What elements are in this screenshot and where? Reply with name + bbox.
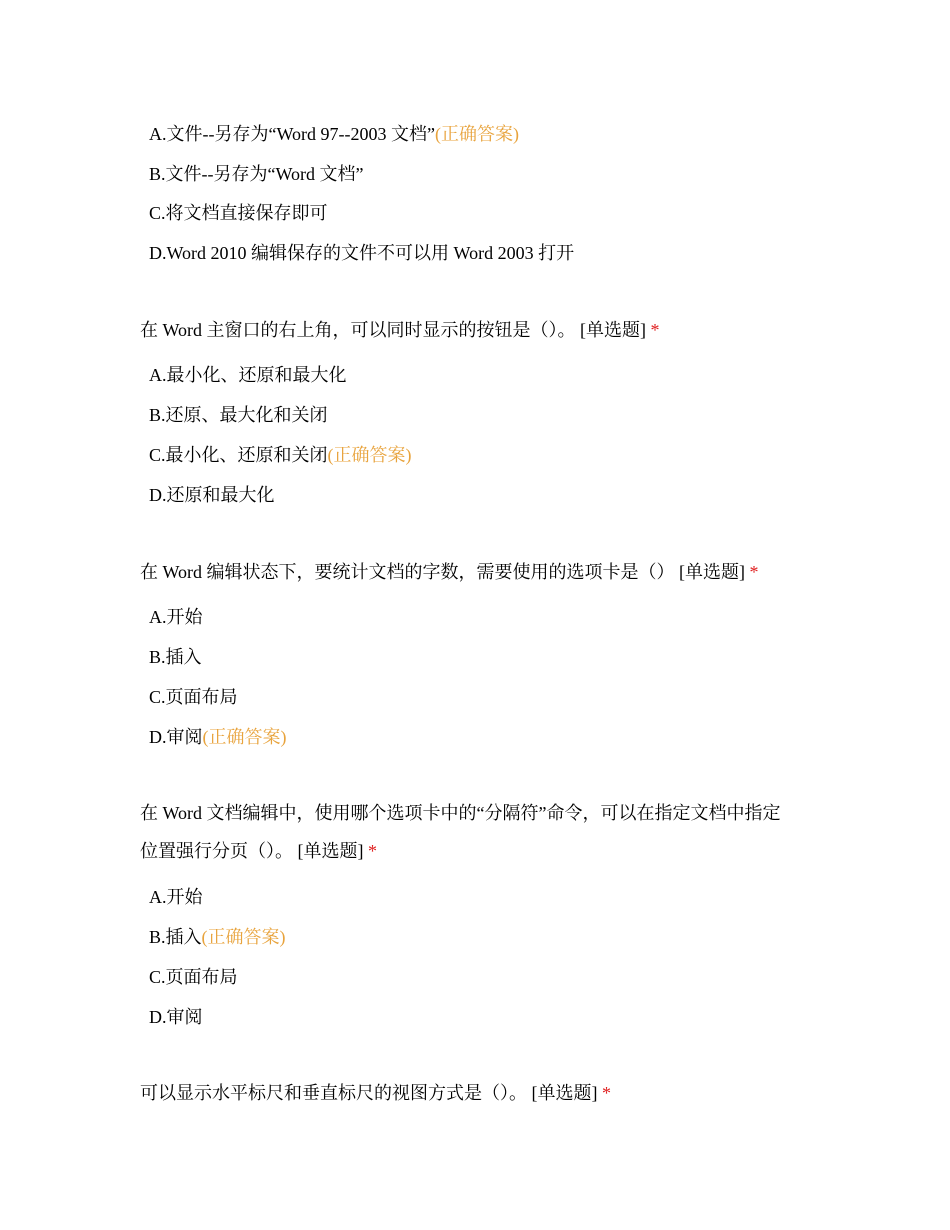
- option-text: B.还原、最大化和关闭: [149, 405, 328, 425]
- question-type: [单选题]: [531, 1083, 598, 1103]
- correct-answer-label: (正确答案): [201, 927, 286, 947]
- q3-option-b: [149, 645, 202, 669]
- question-text: 在 Word 编辑状态下，要统计文档的字数，需要使用的选项卡是（）: [140, 562, 675, 582]
- option-text: A.文件--另存为“Word 97--2003 文档”: [149, 124, 435, 144]
- option-text: C.页面布局: [149, 687, 238, 707]
- correct-answer-label: (正确答案): [327, 445, 412, 465]
- option-text: B.插入: [149, 647, 202, 667]
- q4-option-b: [149, 925, 286, 949]
- option-text: C.将文档直接保存即可: [149, 203, 328, 223]
- q4-option-a: [149, 885, 203, 909]
- required-mark: *: [650, 320, 660, 340]
- option-text: B.文件--另存为“Word 文档”: [149, 164, 364, 184]
- q3-option-d: [149, 725, 287, 749]
- option-text: C.最小化、还原和关闭: [149, 445, 328, 465]
- q2-option-b: [149, 403, 328, 427]
- option-text: C.页面布局: [149, 967, 238, 987]
- question-type: [单选题]: [297, 841, 364, 861]
- required-mark: *: [368, 841, 377, 861]
- q3-option-c: [149, 685, 238, 709]
- option-text: D.还原和最大化: [149, 485, 275, 505]
- option-text: D.审阅: [149, 1007, 203, 1027]
- q1-option-c: [149, 201, 328, 225]
- q1-option-a: [149, 122, 519, 146]
- option-text: A.最小化、还原和最大化: [149, 365, 347, 385]
- option-text: B.插入: [149, 927, 202, 947]
- question-type: [单选题]: [580, 320, 647, 340]
- question-text: 在 Word 主窗口的右上角，可以同时显示的按钮是（）。: [140, 320, 576, 340]
- required-mark: *: [749, 562, 759, 582]
- q3-option-a: [149, 605, 203, 629]
- question-2-title: [140, 311, 820, 349]
- q4-option-d: [149, 1005, 203, 1029]
- q4-option-c: [149, 965, 238, 989]
- option-text: A.开始: [149, 887, 203, 907]
- q1-option-d: [149, 241, 574, 265]
- question-4-title: [140, 794, 820, 870]
- required-mark: *: [602, 1083, 611, 1103]
- correct-answer-label: (正确答案): [202, 727, 287, 747]
- question-text-line-2-row: [140, 832, 820, 870]
- q2-option-c: [149, 443, 412, 467]
- q2-option-a: [149, 363, 347, 387]
- correct-answer-label: (正确答案): [435, 124, 519, 144]
- question-5-title: [140, 1074, 820, 1112]
- option-text: A.开始: [149, 607, 203, 627]
- question-text: 可以显示水平标尺和垂直标尺的视图方式是（）。: [140, 1083, 527, 1103]
- option-text: D.Word 2010 编辑保存的文件不可以用 Word 2003 打开: [149, 243, 575, 263]
- q2-option-d: [149, 483, 275, 507]
- q1-option-b: [149, 162, 364, 186]
- option-text: D.审阅: [149, 727, 203, 747]
- question-type: [单选题]: [679, 562, 746, 582]
- question-text-line-1: 在 Word 文档编辑中，使用哪个选项卡中的“分隔符”命令，可以在指定文档中指定: [140, 803, 781, 823]
- question-text-line-2: 位置强行分页（）。: [140, 841, 293, 861]
- question-3-title: [140, 553, 820, 591]
